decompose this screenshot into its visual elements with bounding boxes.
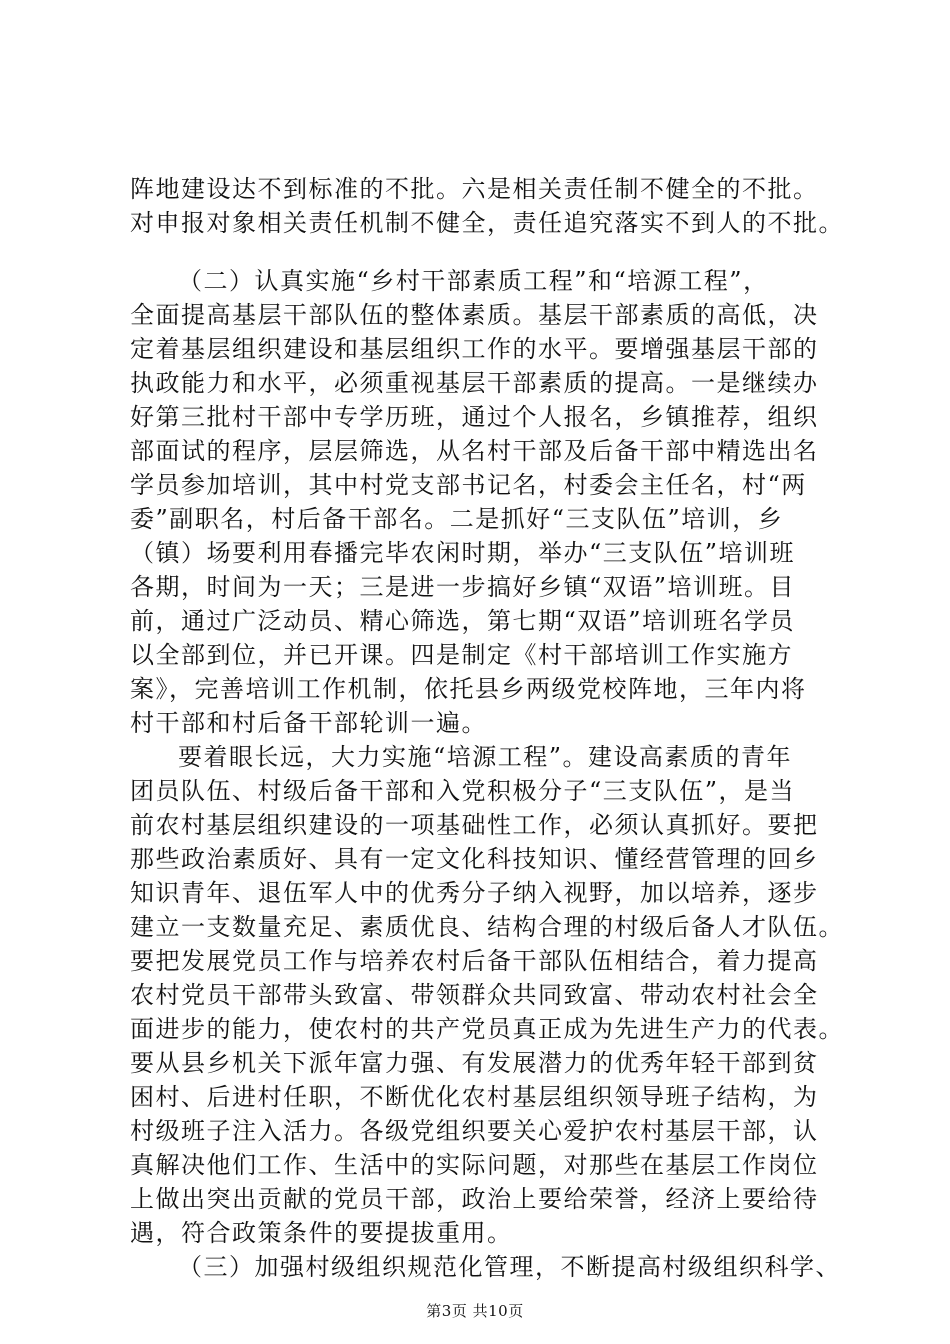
text-line: 建立一支数量充足、素质优良、结构合理的村级后备人才队伍。 bbox=[130, 913, 844, 941]
text-line: 前，通过广泛动员、精心筛选，第七期“双语”培训班名学员 bbox=[130, 607, 796, 635]
text-line: 以全部到位，并已开课。四是制定《村干部培训工作实施方 bbox=[130, 641, 793, 669]
text-line: 真解决他们工作、生活中的实际问题，对那些在基层工作岗位 bbox=[130, 1151, 819, 1179]
section-heading-line: （三）加强村级组织规范化管理，不断提高村级组织科学、 bbox=[178, 1253, 841, 1281]
text-line: 前农村基层组织建设的一项基础性工作，必须认真抓好。要把 bbox=[130, 811, 819, 839]
text-line: 村级班子注入活力。各级党组织要关心爱护农村基层干部，认 bbox=[130, 1117, 819, 1145]
text-line: 那些政治素质好、具有一定文化科技知识、懂经营管理的回乡 bbox=[130, 845, 819, 873]
text-line: 村干部和村后备干部轮训一遍。 bbox=[130, 709, 487, 737]
text-line: 学员参加培训，其中村党支部书记名，村委会主任名，村“两 bbox=[130, 471, 807, 499]
text-line: 执政能力和水平，必须重视基层干部素质的提高。一是继续办 bbox=[130, 369, 819, 397]
text-line: 定着基层组织建设和基层组织工作的水平。要增强基层干部的 bbox=[130, 335, 819, 363]
text-line: 各期，时间为一天；三是进一步搞好乡镇“双语”培训班。目 bbox=[130, 573, 796, 601]
text-line: 要把发展党员工作与培养农村后备干部队伍相结合，着力提高 bbox=[130, 947, 819, 975]
text-line: 农村党员干部带头致富、带领群众共同致富、带动农村社会全 bbox=[130, 981, 819, 1009]
text-line: 困村、后进村任职，不断优化农村基层组织领导班子结构，为 bbox=[130, 1083, 819, 1111]
text-line: 知识青年、退伍军人中的优秀分子纳入视野，加以培养，逐步 bbox=[130, 879, 819, 907]
text-line: （镇）场要利用春播完毕农闲时期，举办“三支队伍”培训班 bbox=[130, 539, 796, 567]
text-line: 上做出突出贡献的党员干部，政治上要给荣誉，经济上要给待 bbox=[130, 1185, 819, 1213]
text-line: 对申报对象相关责任机制不健全，责任追究落实不到人的不批。 bbox=[130, 209, 844, 237]
text-line: 遇，符合政策条件的要提拔重用。 bbox=[130, 1219, 513, 1247]
paragraph-first-line: 要着眼长远，大力实施“培源工程”。建设高素质的青年 bbox=[178, 743, 793, 771]
text-line: 面进步的能力，使农村的共产党员真正成为先进生产力的代表。 bbox=[130, 1015, 844, 1043]
text-line: 好第三批村干部中专学历班，通过个人报名，乡镇推荐，组织 bbox=[130, 403, 819, 431]
section-heading-line: （二）认真实施“乡村干部素质工程”和“培源工程”， bbox=[178, 267, 769, 295]
text-line: 团员队伍、村级后备干部和入党积极分子“三支队伍”，是当 bbox=[130, 777, 796, 805]
text-line: 阵地建设达不到标准的不批。六是相关责任制不健全的不批。 bbox=[130, 175, 819, 203]
text-line: 全面提高基层干部队伍的整体素质。基层干部素质的高低，决 bbox=[130, 301, 819, 329]
text-line: 案》，完善培训工作机制，依托县乡两级党校阵地，三年内将 bbox=[130, 675, 807, 703]
text-line: 部面试的程序，层层筛选，从名村干部及后备干部中精选出名 bbox=[130, 437, 819, 465]
text-line: 委”副职名，村后备干部名。二是抓好“三支队伍”培训，乡 bbox=[130, 505, 784, 533]
text-line: 要从县乡机关下派年富力强、有发展潜力的优秀年轻干部到贫 bbox=[130, 1049, 819, 1077]
page-number-footer: 第3页 共10页 bbox=[426, 1302, 524, 1320]
